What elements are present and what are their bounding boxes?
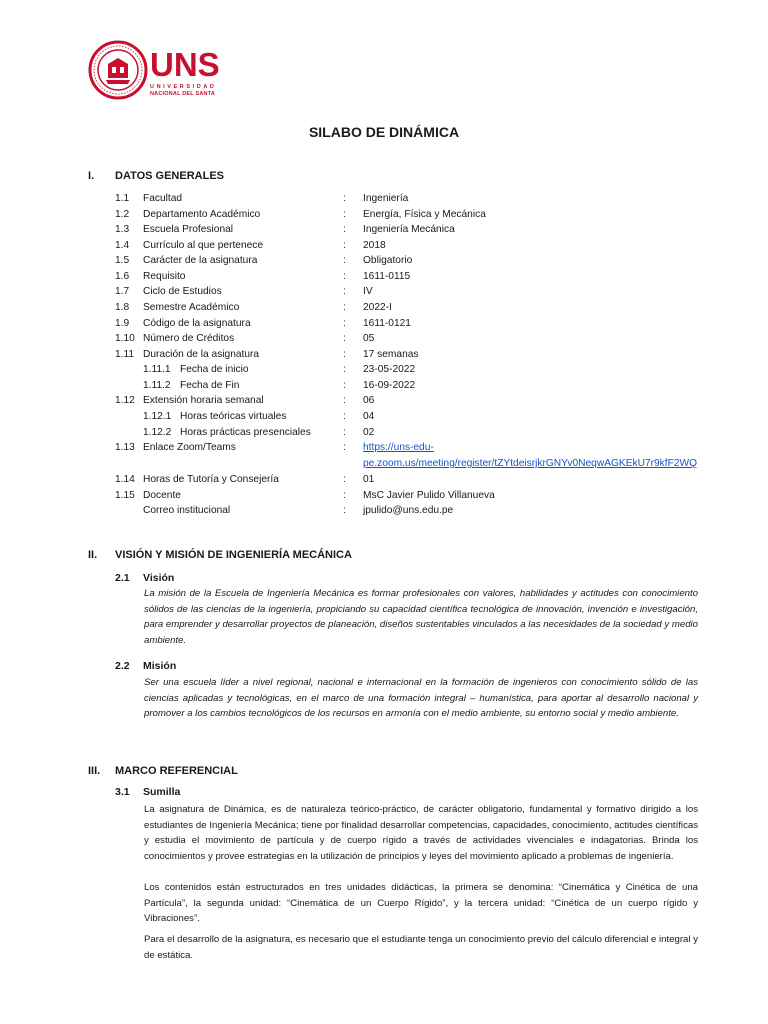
item-value: 17 semanas: [363, 349, 419, 360]
list-item: [0, 472, 768, 487]
subsection-title: Misión: [143, 660, 177, 672]
subsection-number: 3.1: [115, 786, 130, 798]
list-item: [0, 409, 768, 424]
item-number: 1.12.1: [143, 411, 172, 422]
item-number: 1.1: [115, 193, 130, 204]
item-label: Ciclo de Estudios: [143, 286, 222, 297]
item-number: 1.6: [115, 271, 130, 282]
item-number: 1.11: [115, 349, 135, 360]
logo-name: UNS: [150, 46, 220, 83]
item-number: 1.2: [115, 209, 130, 220]
logo-subtitle-1: UNIVERSIDAD: [150, 84, 217, 90]
list-item: [0, 253, 768, 268]
colon-separator: :: [343, 505, 346, 516]
colon-separator: :: [343, 442, 346, 453]
item-value: Ingeniería Mecánica: [363, 224, 455, 235]
zoom-link[interactable]: https://uns-edu-: [363, 442, 434, 453]
item-value: 2022-I: [363, 302, 392, 313]
item-value: 04: [363, 411, 375, 422]
list-item: [0, 269, 768, 284]
item-number: 1.4: [115, 240, 130, 251]
list-item: [0, 300, 768, 315]
section-label: MARCO REFERENCIAL: [115, 765, 238, 777]
colon-separator: :: [343, 193, 346, 204]
item-number: 1.9: [115, 318, 130, 329]
item-label: Horas prácticas presenciales: [180, 427, 311, 438]
item-value: MsC Javier Pulido Villanueva: [363, 490, 495, 501]
item-label: Número de Créditos: [143, 333, 235, 344]
item-number: 1.10: [115, 333, 135, 344]
item-value: 1611-0121: [363, 318, 411, 329]
item-label: Horas de Tutoría y Consejería: [143, 474, 279, 485]
item-value: 1611-0115: [363, 271, 411, 282]
item-label: Horas teóricas virtuales: [180, 411, 287, 422]
list-item: [0, 378, 768, 393]
colon-separator: :: [343, 333, 346, 344]
item-label: Semestre Académico: [143, 302, 240, 313]
colon-separator: :: [343, 490, 346, 501]
subsection-title: Visión: [143, 572, 175, 584]
university-seal-icon: [88, 40, 148, 100]
item-label: Código de la asignatura: [143, 318, 251, 329]
item-value: 05: [363, 333, 375, 344]
colon-separator: :: [343, 209, 346, 220]
colon-separator: :: [343, 302, 346, 313]
item-number: 1.12: [115, 395, 135, 406]
item-label: Departamento Académico: [143, 209, 261, 220]
mision-paragraph: Ser una escuela líder a nivel regional, nacional e internacional en la formación de ingenieros con conocimiento sólido de las ciencias aplicadas y tecnológicas, en el marco de una formación integral – humanística, para aportar al desarrollo nacional y promover a los cambios tecnológicos de los recursos en armonía con el medio ambiente, su entorno social y medio ambiente.: [144, 677, 698, 719]
list-item: [0, 191, 768, 206]
item-value: Ingeniería: [363, 193, 409, 204]
item-label: Currículo al que pertenece: [143, 240, 264, 251]
subsection-title: Sumilla: [143, 786, 181, 798]
subsection-number: 2.2: [115, 660, 130, 672]
list-item: [0, 222, 768, 237]
colon-separator: :: [343, 224, 346, 235]
list-item: [0, 456, 768, 471]
list-item: [0, 503, 768, 518]
item-number: 1.3: [115, 224, 130, 235]
email-value[interactable]: jpulido@uns.edu.pe: [363, 505, 454, 516]
item-number: 1.11.1: [143, 364, 171, 375]
colon-separator: :: [343, 349, 346, 360]
item-label: Fecha de Fin: [180, 380, 240, 391]
item-label: Carácter de la asignatura: [143, 255, 258, 266]
colon-separator: :: [343, 411, 346, 422]
list-item: [0, 362, 768, 377]
colon-separator: :: [343, 474, 346, 485]
list-item: [0, 440, 768, 455]
list-item: [0, 425, 768, 440]
item-value: IV: [363, 286, 373, 297]
subsection-number: 2.1: [115, 572, 130, 584]
vision-paragraph: La misión de la Escuela de Ingeniería Mecánica es formar profesionales con valores, habilidades y actitudes con conocimiento sólidos de las ciencias de la ingeniería, propiciando su capacidad científica tecnológica de innovación, invención e investigación, para emprender y desarrollar proyectos de planeación, diseños sustentables vinculados a las necesidades de la sociedad y medio ambiente.: [144, 588, 698, 646]
item-number: 1.7: [115, 286, 130, 297]
colon-separator: :: [343, 286, 346, 297]
list-item: [0, 347, 768, 362]
colon-separator: :: [343, 380, 346, 391]
list-item: [0, 316, 768, 331]
item-label: Extensión horaria semanal: [143, 395, 264, 406]
section-number: II.: [88, 549, 98, 561]
item-value: Obligatorio: [363, 255, 413, 266]
item-label: Correo institucional: [143, 505, 231, 516]
section-number: III.: [88, 765, 101, 777]
item-label: Facultad: [143, 193, 183, 204]
colon-separator: :: [343, 395, 346, 406]
colon-separator: :: [343, 318, 346, 329]
zoom-link-continued[interactable]: pe.zoom.us/meeting/register/tZYtdeisrjkrGNYv0NeqwAGKEkU7r9kfF2WQ: [363, 458, 698, 469]
sumilla-paragraph-1: La asignatura de Dinámica, es de naturaleza teórico-práctico, de carácter obligatorio, fundamental y formativo dirigido a los estudiantes de Ingeniería Mecánica; tiene por finalidad desarrollar competencias, capacidades, conocimiento, actitudes científicas y estudia el movimiento de partícula y de cuerpo rígido a través de actividades vivenciales e indagatorias. Brinda los conocimientos y provee estrategias en la utilización de principios y leyes del movimiento aplicado a problemas de ingeniería.: [144, 804, 698, 862]
list-item: [0, 238, 768, 253]
item-number: 1.11.2: [143, 380, 171, 391]
colon-separator: :: [343, 255, 346, 266]
item-number: 1.15: [115, 490, 135, 501]
colon-separator: :: [343, 240, 346, 251]
item-number: 1.5: [115, 255, 130, 266]
list-item: [0, 488, 768, 503]
item-label: Escuela Profesional: [143, 224, 234, 235]
university-logo: [88, 40, 218, 104]
section-label: DATOS GENERALES: [115, 170, 224, 182]
item-label: Requisito: [143, 271, 186, 282]
logo-subtitle-2: NACIONAL DEL SANTA: [150, 91, 216, 97]
item-value: 06: [363, 395, 375, 406]
item-value: 02: [363, 427, 375, 438]
item-value: 23-05-2022: [363, 364, 416, 375]
page-title: SILABO DE DINÁMICA: [308, 124, 460, 140]
colon-separator: :: [343, 364, 346, 375]
sumilla-paragraph-2: Los contenidos están estructurados en tres unidades didácticas, la primera se denomina: “Cinemática y Cinética de una Partícula”, la segunda unidad: “Cinemática de un Cuerpo Rígido”, y la tercera unidad: “Cinética de un cuerpo rígido y Vibraciones”.: [144, 882, 698, 924]
item-label: Fecha de inicio: [180, 364, 249, 375]
sumilla-paragraph-3: Para el desarrollo de la asignatura, es necesario que el estudiante tenga un conocimiento previo del cálculo diferencial e integral y de estática.: [144, 934, 698, 961]
item-value: Energía, Física y Mecánica: [363, 209, 486, 220]
list-item: [0, 284, 768, 299]
section-label: VISIÓN Y MISIÓN DE INGENIERÍA MECÁNICA: [115, 549, 352, 561]
colon-separator: :: [343, 271, 346, 282]
list-item: [0, 331, 768, 346]
list-item: [0, 207, 768, 222]
item-value: 2018: [363, 240, 386, 251]
list-item: [0, 393, 768, 408]
section-number: I.: [88, 170, 95, 182]
item-number: 1.14: [115, 474, 135, 485]
item-number: 1.13: [115, 442, 135, 453]
item-label: Duración de la asignatura: [143, 349, 260, 360]
item-label: Docente: [143, 490, 181, 501]
item-label: Enlace Zoom/Teams: [143, 442, 236, 453]
item-number: 1.8: [115, 302, 130, 313]
item-number: 1.12.2: [143, 427, 172, 438]
item-value: 16-09-2022: [363, 380, 416, 391]
colon-separator: :: [343, 427, 346, 438]
item-value: 01: [363, 474, 375, 485]
